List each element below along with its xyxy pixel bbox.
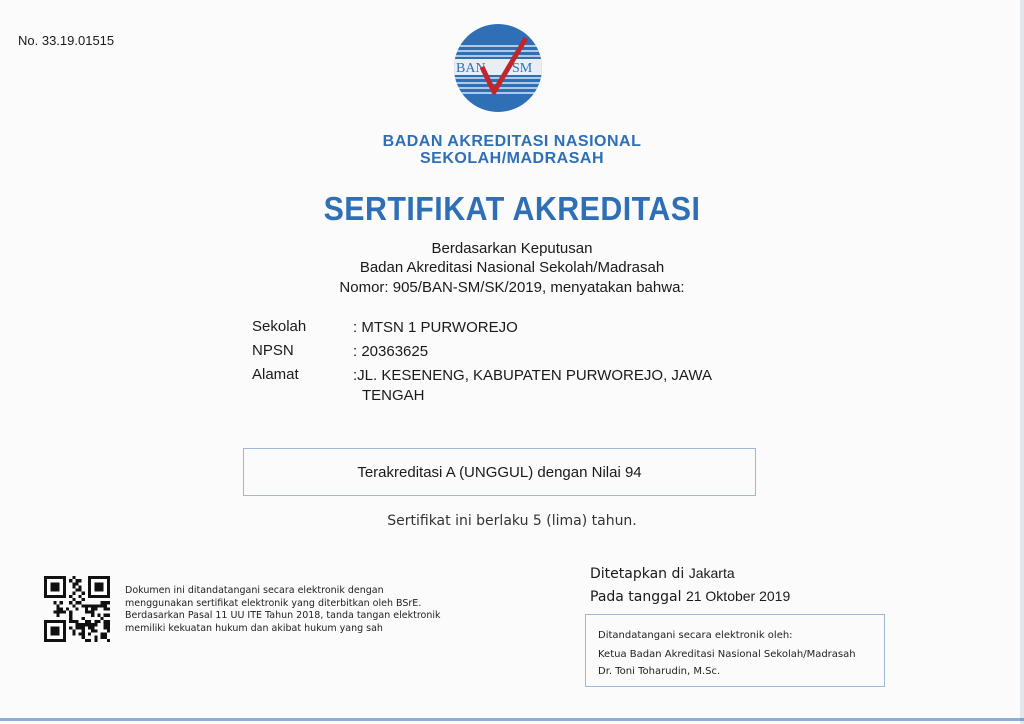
issued-date [590,588,790,605]
place-value: Jakarta [688,565,735,581]
intro-line-2: Badan Akreditasi Nasional Sekolah/Madrasah [359,259,665,276]
certificate-title: SERTIFIKAT AKREDITASI [323,190,701,227]
note-line-3: Berdasarkan Pasal 11 UU ITE Tahun 2018, tanda tangan elektronik [125,610,441,621]
place-label: Ditetapkan di [590,566,685,582]
ban-sm-logo [452,22,544,114]
logo-text-sm: SM [512,61,533,76]
npsn-label: NPSN [252,342,294,359]
certificate-number: No. 33.19.01515 [18,33,115,48]
school-label: Sekolah [252,318,307,335]
accreditation-result-box [243,448,756,496]
date-label: Pada tanggal [590,589,682,605]
electronic-signature-note [125,585,465,635]
organization-line-2: SEKOLAH/MADRASAH [420,150,604,167]
signatory-name: Dr. Toni Toharudin, M.Sc. [598,666,721,677]
logo-text-ban: BAN [456,61,486,76]
qr-code-icon [44,576,110,642]
issued-place [590,565,735,582]
note-line-4: memiliki kekuatan hukum dan akibat hukum yang sah [125,622,383,634]
address-line-2: TENGAH [362,387,425,404]
npsn-value: : 20363625 [353,343,429,360]
address-label: Alamat [252,366,299,383]
organization-line-1: BADAN AKREDITASI NASIONAL [382,133,642,150]
signature-box [585,614,885,687]
address-line-1: :JL. KESENENG, KABUPATEN PURWOREJO, JAWA [353,367,712,384]
note-line-2: menggunakan sertifikat elektronik yang diterbitkan oleh BSrE. [125,597,422,609]
signatory-position: Ketua Badan Akreditasi Nasional Sekolah/Madrasah [598,649,856,660]
accreditation-result: Terakreditasi A (UNGGUL) dengan Nilai 94 [357,463,642,481]
signature-header: Ditandatangani secara elektronik oleh: [598,630,793,641]
school-value: : MTSN 1 PURWOREJO [353,319,518,336]
intro-line-1: Berdasarkan Keputusan [431,240,593,257]
address-value [353,366,793,406]
note-line-1: Dokumen ini ditandatangani secara elektronik dengan [125,585,384,596]
bottom-border [0,718,1024,721]
validity-statement: Sertifikat ini berlaku 5 (lima) tahun. [387,513,637,529]
date-value: 21 Oktober 2019 [685,588,791,604]
intro-line-3: Nomor: 905/BAN-SM/SK/2019, menyatakan bahwa: [339,279,685,296]
